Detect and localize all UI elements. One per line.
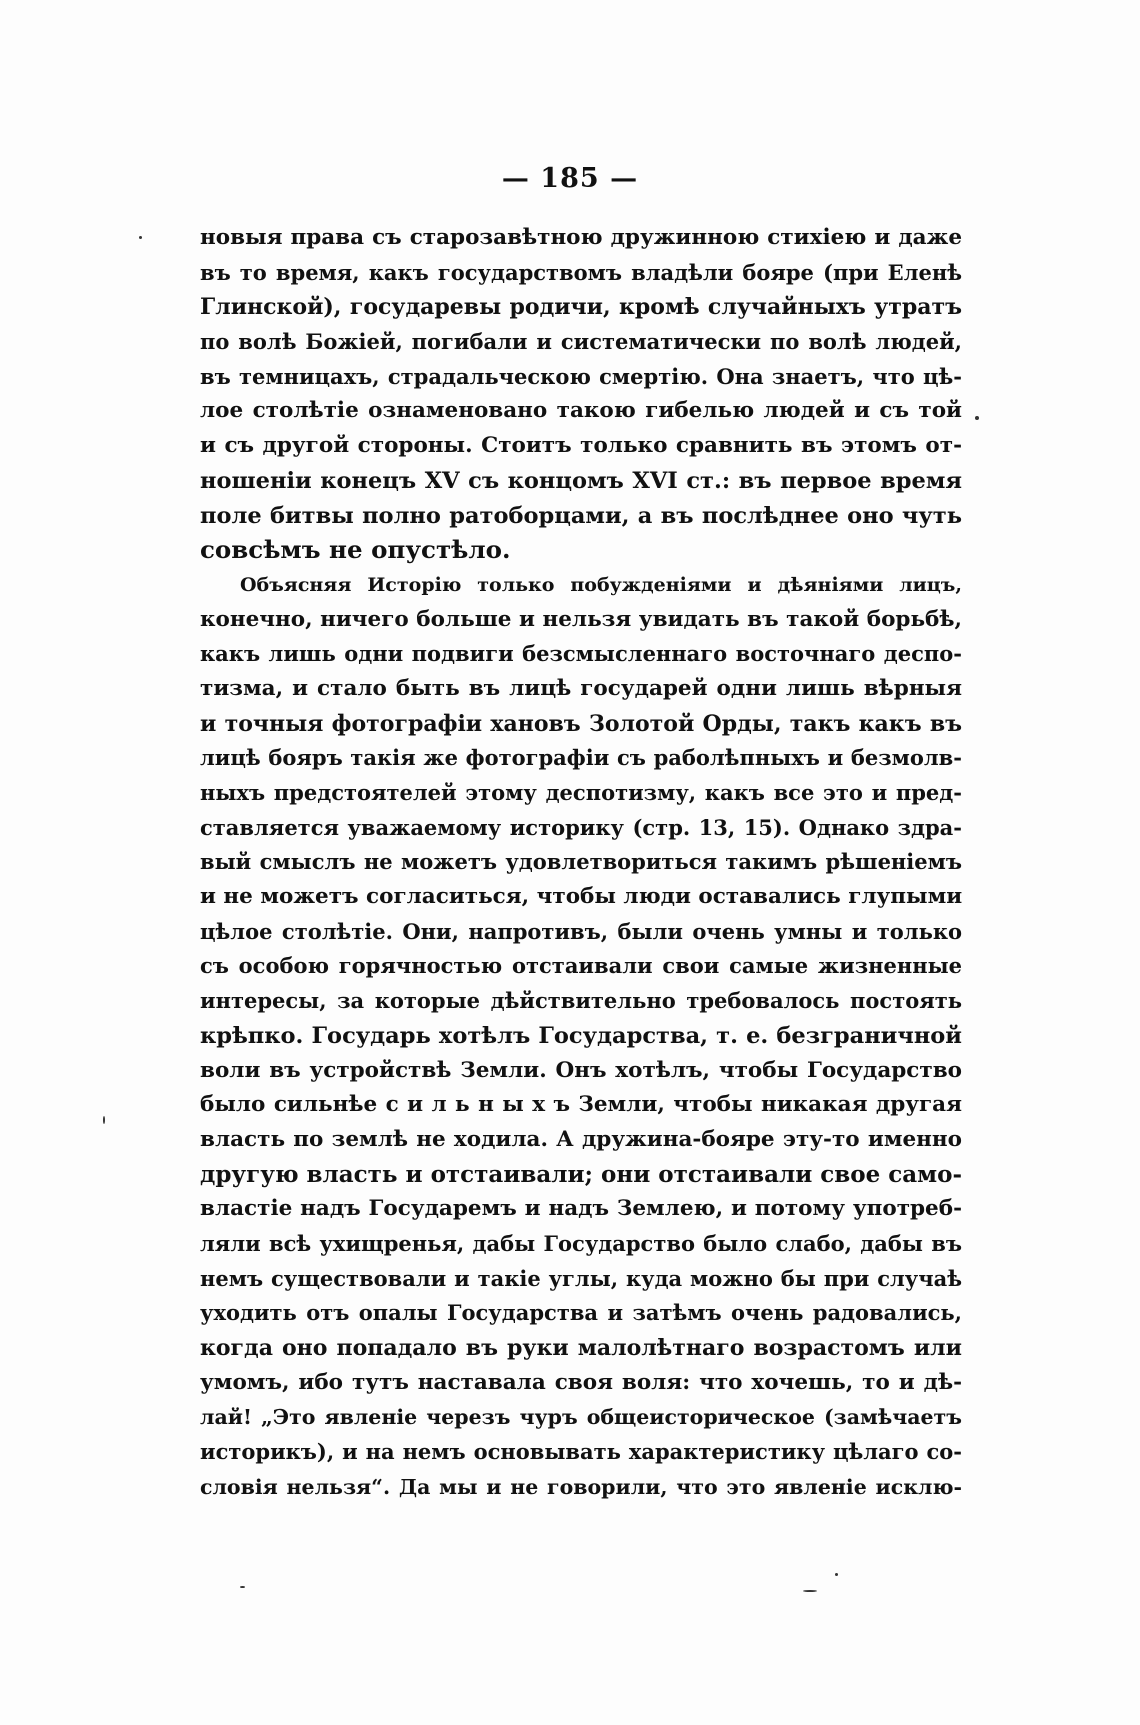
text-line: Глинской), государевы родичи, кромѣ случайныхъ утратъ	[200, 294, 962, 321]
text-line: лицѣ бояръ такія же фотографіи съ раболѣпныхъ и безмолв-	[200, 745, 962, 771]
text-line: въ темницахъ, страдальческою смертію. Она знаетъ, что цѣ-	[200, 363, 962, 389]
text-line: словія нельзя“. Да мы и не говорили, что это явленіе исклю-	[200, 1474, 962, 1499]
text-line: умомъ, ибо тутъ наставала своя воля: что хочешь, то и дѣ-	[200, 1369, 962, 1395]
text-line: вый смыслъ не можетъ удовлетвориться такимъ рѣшеніемъ	[200, 849, 962, 875]
text-line: интересы, за которые дѣйствительно требовалось постоять	[200, 988, 962, 1014]
text-line: воли въ устройствѣ Земли. Онъ хотѣлъ, чтобы Государство	[200, 1057, 962, 1083]
text-line: лое столѣтіе ознаменовано такою гибелью людей и съ той	[200, 398, 962, 424]
text-line: крѣпко. Государь хотѣлъ Государства, т. е. безграничной	[200, 1022, 962, 1049]
page-number: — 185 —	[501, 163, 639, 194]
body-text	[200, 221, 962, 1504]
text-line: когда оно попадало въ руки малолѣтнаго возрастомъ или	[200, 1335, 962, 1361]
text-line: новыя права съ старозавѣтною дружинною стихіею и даже	[200, 225, 962, 250]
text-line: по волѣ Божіей, погибали и систематически по волѣ людей,	[200, 329, 962, 355]
text-line: лай! „Это явленіе черезъ чуръ общеисторическое (замѣчаетъ	[200, 1405, 962, 1430]
scan-speck	[975, 416, 979, 420]
text-line: немъ существовали и такіе углы, куда можно бы при случаѣ	[200, 1265, 962, 1291]
text-line: власть по землѣ не ходила. А дружина-бояре эту-то именно	[200, 1126, 962, 1152]
text-line: и не можетъ согласиться, чтобы люди оставались глупыми	[200, 884, 963, 910]
text-line: цѣлое столѣтіе. Они, напротивъ, были очень умны и только	[200, 918, 962, 944]
scan-speck	[835, 1573, 838, 1576]
text-line: ставляется уважаемому историку (стр. 13, 15). Однако здра-	[200, 814, 962, 840]
text-line: совсѣмъ не опустѣло.	[200, 535, 511, 565]
scan-speck	[240, 1586, 245, 1588]
text-line: поле битвы полно ратоборцами, а въ послѣднее оно чуть	[200, 502, 962, 529]
text-line: Объясняя Исторію только побужденіями и дѣяніями лицъ,	[240, 573, 962, 596]
scan-speck	[139, 236, 142, 239]
scan-speck	[103, 1116, 105, 1124]
text-line: уходить отъ опалы Государства и затѣмъ очень радовались,	[200, 1300, 962, 1326]
text-line: ляли всѣ ухищренья, дабы Государство было слабо, дабы въ	[200, 1230, 962, 1256]
text-line: ношеніи конецъ XV съ концомъ XVI ст.: въ первое время	[200, 467, 962, 494]
text-line: историкъ), и на немъ основывать характеристику цѣлаго со-	[200, 1439, 962, 1465]
text-line: въ то время, какъ государствомъ владѣли бояре (при Еленѣ	[200, 259, 962, 285]
text-line: другую власть и отстаивали; они отстаивали свое само-	[200, 1160, 963, 1188]
text-line: было сильнѣе с и л ь н ы х ъ Земли, чтобы никакая другая	[200, 1092, 962, 1118]
text-line: властіе надъ Государемъ и надъ Землею, и потому употреб-	[200, 1196, 962, 1222]
text-line: конечно, ничего больше и нельзя увидать въ такой борьбѣ,	[200, 606, 962, 632]
text-line: тизма, и стало быть въ лицѣ государей одни лишь вѣрныя	[200, 675, 962, 701]
scan-speck	[803, 1590, 817, 1592]
text-line: какъ лишь одни подвиги безсмысленнаго восточнаго деспо-	[200, 641, 962, 667]
text-line: ныхъ предстоятелей этому деспотизму, какъ все это и пред-	[200, 780, 962, 805]
text-line: и съ другой стороны. Стоитъ только сравнить въ этомъ от-	[200, 433, 962, 459]
text-line: и точныя фотографіи хановъ Золотой Орды, такъ какъ въ	[200, 710, 962, 737]
text-line: съ особою горячностью отстаивали свои самые жизненные	[200, 953, 962, 979]
